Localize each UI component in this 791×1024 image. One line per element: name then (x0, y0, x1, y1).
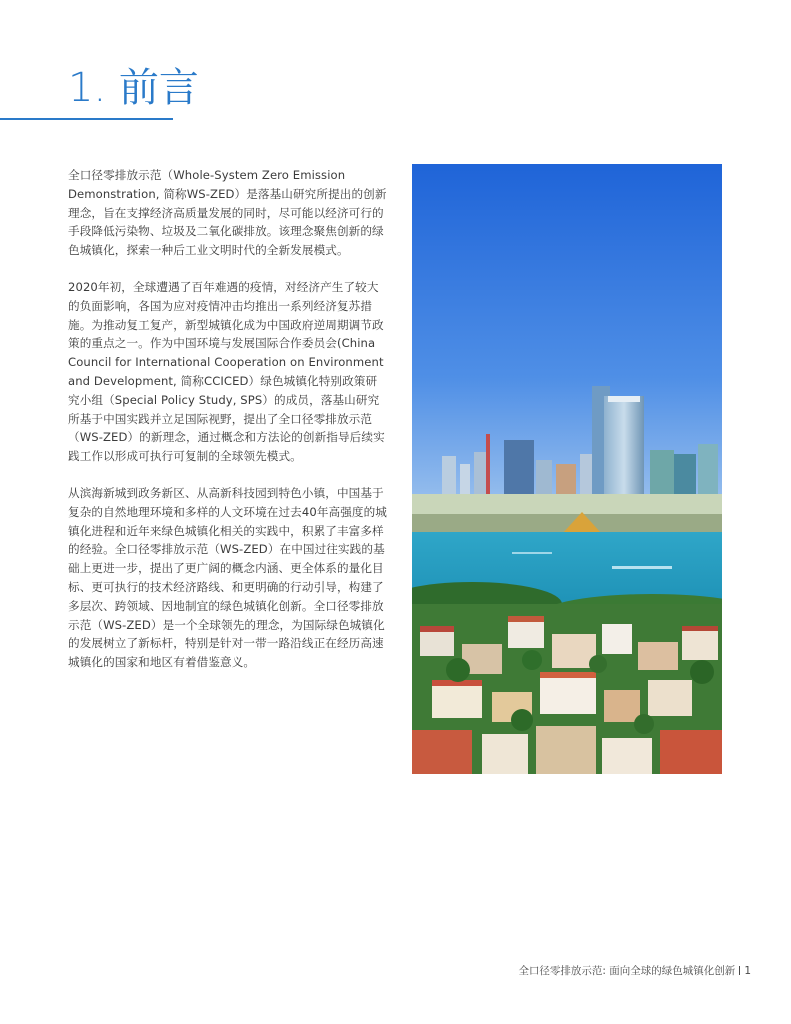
footer-title: 全口径零排放示范: 面向全球的绿色城镇化创新 (518, 965, 736, 977)
footer-divider (739, 966, 740, 975)
page-number: 1 (744, 965, 751, 977)
city-coastline-photo (412, 164, 722, 774)
paragraph-2: 2020年初，全球遭遇了百年难遇的疫情，对经济产生了较大的负面影响，各国为应对疫情冲击均推出一系列经济复苏措施。为推动复工复产，新型城镇化成为中国政府逆周期调节政策的重点之一。作为中国环境与发展国际合作委员会(China Council for International Cooperation on Environment and Development, 简称CCICED）绿色城镇化特别政策研究小组（Special Policy Study, SPS）的成员，落基山研究所基于中国实践并立足国际视野，提出了全口径零排放示范（WS-ZED）的新理念，通过概念和方法论的创新指导后续实践工作以形成可执行可复制的全球领先模式。 (68, 279, 385, 464)
title-underline (0, 118, 173, 120)
page-footer (518, 963, 751, 978)
page-title: 1. 前言 (68, 65, 199, 111)
body-text (68, 166, 388, 672)
paragraph-3: 从滨海新城到政务新区、从高新科技园到特色小镇，中国基于复杂的自然地理环境和多样的人文环境在过去40年高强度的城镇化进程和近年来绿色城镇化相关的实践中，积累了丰富多样的经验。全口径零排放示范（WS-ZED）在中国过往实践的基础上更进一步，提出了更广阔的概念内涵、更全体系的量化目标、更可执行的技术经济路线、和更明确的行动引导，构建了多层次、跨领域、因地制宜的绿色城镇化创新。全口径零排放示范（WS-ZED）是一个全球领先的理念，为国际绿色城镇化的发展树立了新标杆，特别是针对一带一路沿线正在经历高速城镇化的国家和地区有着借鉴意义。 (68, 485, 387, 670)
paragraph-1: 全口径零排放示范（Whole-System Zero Emission Demonstration, 简称WS-ZED）是落基山研究所提出的创新理念，旨在支撑经济高质量发展的同时，尽可能以经济可行的手段降低污染物、垃圾及二氧化碳排放。该理念聚焦创新的绿色城镇化，探索一种后工业文明时代的全新发展模式。 (68, 168, 387, 258)
